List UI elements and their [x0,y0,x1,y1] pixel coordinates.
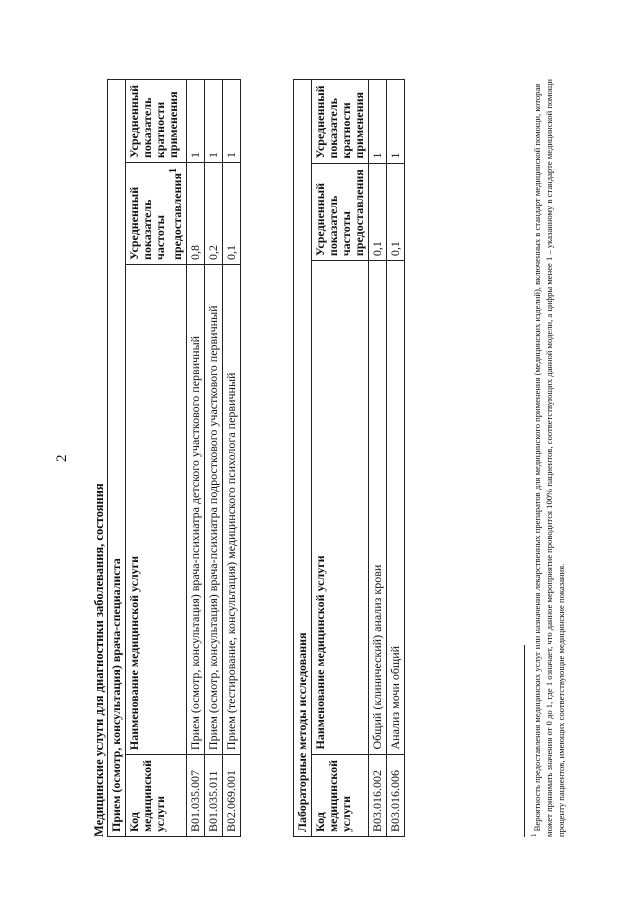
service-code: B03.016.006 [387,754,405,836]
table-row [187,80,205,837]
table2-header-multiplicity: Усредненный показатель кратности применения [312,80,369,164]
table1-section-title: Прием (осмотр, консультация) врача-специалиста [108,80,126,837]
service-name: Общий (клинический) анализ крови [369,261,387,754]
table2-header-name: Наименование медицинской услуги [312,261,369,754]
service-code: B01.035.011 [205,755,223,837]
table1-header-multiplicity: Усредненный показатель кратности применения [126,80,187,163]
multiplicity-value: 1 [387,80,405,164]
footnote-mark: 1 [530,833,538,837]
table-row [369,80,387,837]
service-code: B01.035.007 [187,755,205,837]
service-name: Прием (осмотр, консультация) врача-психиатра подросткового участкового первичный [205,264,223,754]
page-number: 2 [54,454,70,462]
section-heading: Медицинские услуги для диагностики заболевания, состояния [92,483,106,837]
footnote-divider [524,645,525,837]
service-code: B03.016.002 [369,754,387,836]
service-name: Прием (осмотр, консультация) врача-психиатра детского участкового первичный [187,264,205,754]
multiplicity-value: 1 [187,80,205,163]
table1-header-row [126,80,187,837]
table1-header-frequency-text: Усредненный показатель частоты предоставления [127,173,184,260]
table1-header-frequency [126,163,187,265]
service-code: B02.069.001 [223,755,241,837]
table2-header-code: Код медицинской услуги [312,754,369,836]
frequency-value: 0,1 [387,163,405,261]
table2-header-frequency: Усредненный показатель частоты предоставления [312,163,369,261]
table-row [223,80,241,837]
frequency-value: 0,8 [187,163,205,265]
multiplicity-value: 1 [369,80,387,164]
footnote-text: Вероятность предоставления медицинских услуг или назначения лекарственных препаратов для медицинского применения (медицинских изделий), включенных в стандарт медицинской помощи, которая может принимать значения от 0 до 1, где 1 означает, что данное мероприятие проводится 100% пациентов, соответствующих данной модели, а цифры менее 1 – указанному в стандарте медицинской помощи проценту пациентов, имеющих соответствующие медицинские показания. [531,78,566,837]
table1-header-name: Наименование медицинской услуги [126,264,187,754]
table2-section-title: Лабораторные методы исследования [294,80,312,837]
footnote-reference: 1 [168,168,179,174]
lab-tests-table [293,79,405,837]
service-name: Прием (тестирование, консультация) медицинского психолога первичный [223,264,241,754]
table1-header-code: Код медицинской услуги [126,755,187,837]
consultations-table [107,79,241,837]
frequency-value: 0,1 [223,163,241,265]
multiplicity-value: 1 [205,80,223,163]
multiplicity-value: 1 [223,80,241,163]
frequency-value: 0,2 [205,163,223,265]
table-row [387,80,405,837]
table-row [205,80,223,837]
service-name: Анализ мочи общий [387,261,405,754]
frequency-value: 0,1 [369,163,387,261]
table2-header-row [312,80,369,837]
footnote [528,72,567,837]
